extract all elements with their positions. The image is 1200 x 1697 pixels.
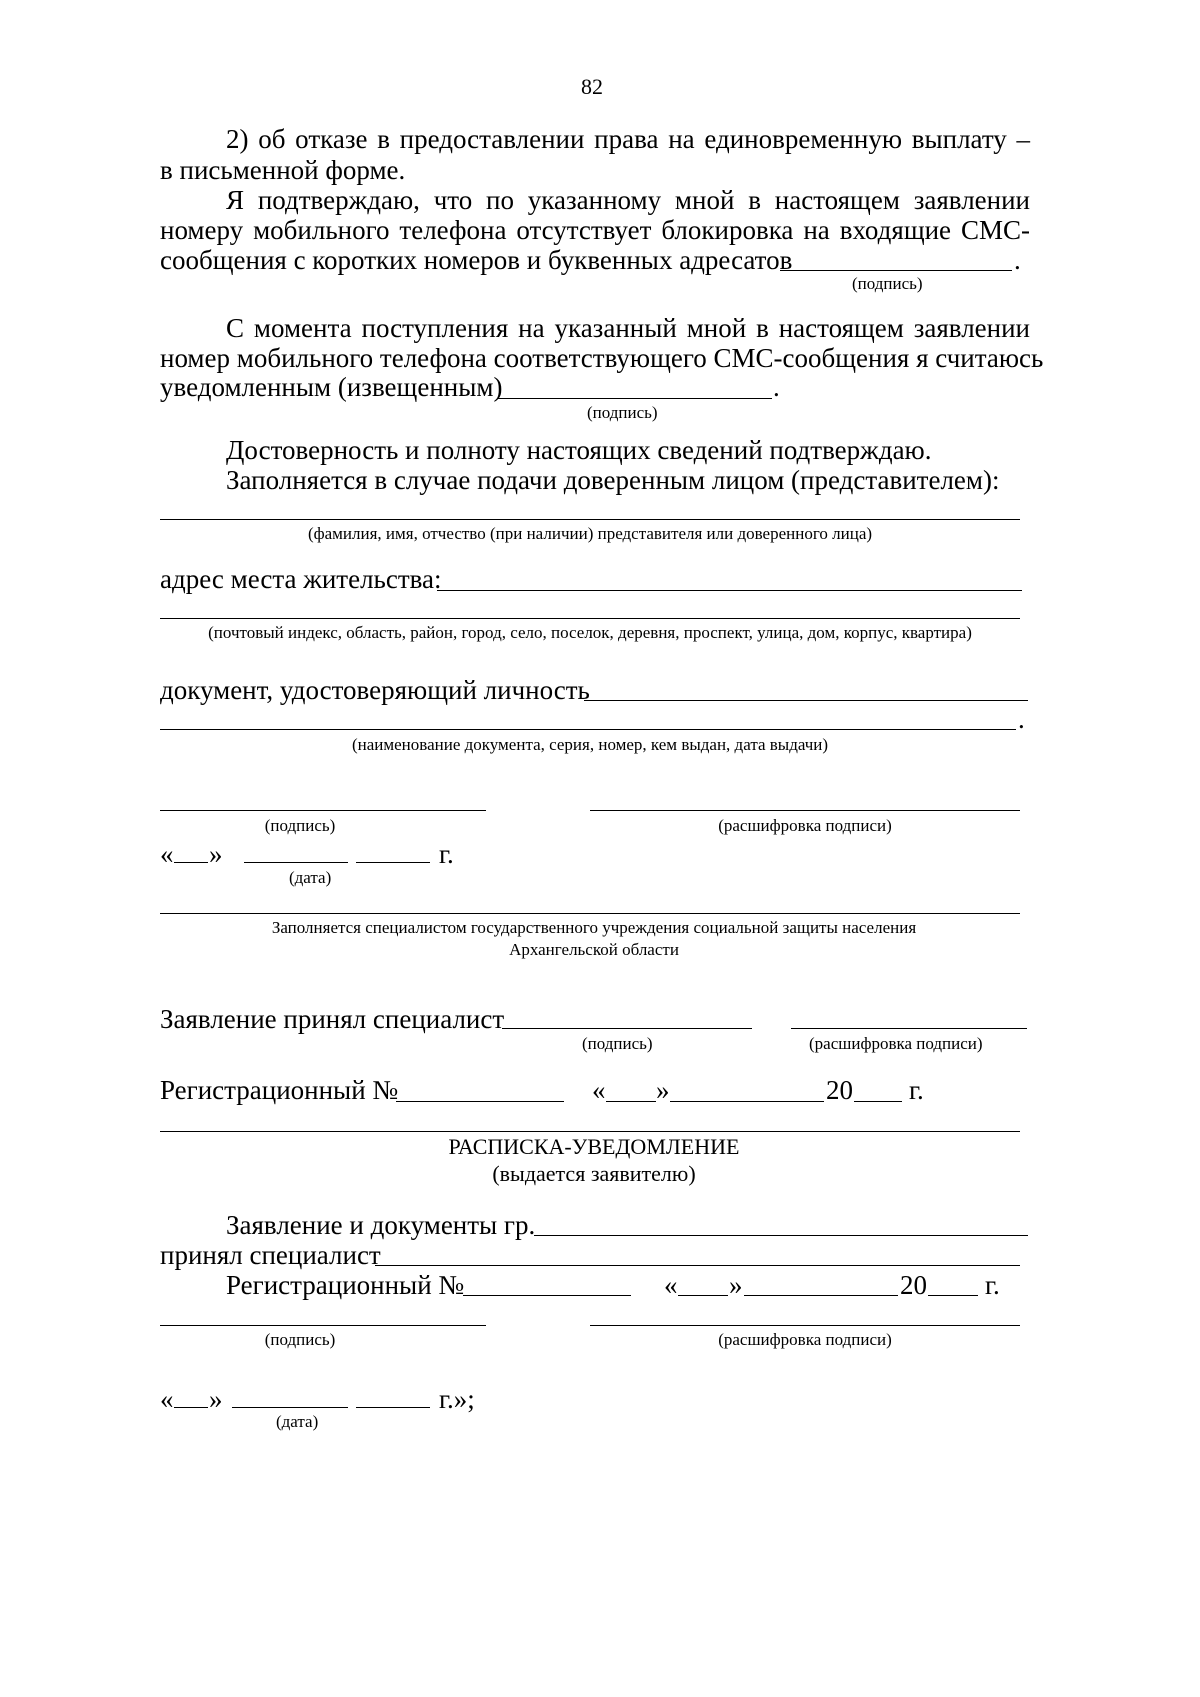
representative-signature-caption: (подпись) [264,816,336,835]
confirm-text: Достоверность и полноту настоящих сведений подтверждаю. [226,435,932,465]
specialist-day-line[interactable] [606,1101,656,1102]
rep-date-month-line[interactable] [244,862,348,863]
page-number: 82 [581,74,603,99]
receipt-reg-label: Регистрационный № [226,1270,465,1300]
para1-line1: 2) об отказе в предоставлении права на единовременную выплату – [226,124,1030,154]
address-label: адрес места жительства: [160,564,442,594]
specialist-accepted-label: Заявление принял специалист [160,1004,505,1034]
receipt-date-quote-close: » [209,1384,223,1414]
receipt-date-suffix: г.»; [439,1384,475,1414]
receipt-date-quote-open: « [160,1384,174,1414]
specialist-separator [160,913,1020,914]
receipt-accepted-label: принял специалист [160,1240,381,1270]
specialist-year-prefix: 20 [826,1075,853,1105]
receipt-date-day-line[interactable] [174,1407,208,1408]
para1-line2: в письменной форме. [160,155,406,185]
rep-date-year-line[interactable] [356,862,430,863]
rep-date-year-suffix: г. [439,839,454,869]
para2-line3: сообщения с коротких номеров и буквенных адресатов [160,245,793,275]
receipt-signature-caption: (подпись) [264,1330,336,1349]
representative-decode-line[interactable] [590,810,1020,811]
receipt-decode-caption: (расшифровка подписи) [718,1330,892,1349]
specialist-reg-number-line[interactable] [396,1101,564,1102]
receipt-docs-label: Заявление и документы гр. [226,1210,536,1240]
address-line-1[interactable] [437,590,1022,591]
para3-signature-line[interactable] [498,398,772,399]
receipt-date-caption: (дата) [276,1412,319,1431]
specialist-quote-open: « [592,1075,606,1105]
para3-line2: номер мобильного телефона соответствующего СМС-сообщения я считаюсь [160,343,1044,373]
para3-line3: уведомленным (извещенным) [160,372,503,402]
specialist-year-suffix: г. [909,1075,924,1105]
rep-date-caption: (дата) [289,868,332,887]
para3-signature-caption: (подпись) [587,403,658,422]
address-caption: (почтовый индекс, область, район, город, село, поселок, деревня, проспект, улица, дом, корпус, квартира) [208,623,972,642]
rep-date-day-line[interactable] [174,862,208,863]
specialist-quote-close: » [656,1075,670,1105]
representative-decode-caption: (расшифровка подписи) [718,816,892,835]
para2-signature-line[interactable] [780,270,1012,271]
specialist-decode-caption: (расшифровка подписи) [809,1034,983,1053]
id-doc-line-1[interactable] [584,700,1028,701]
representative-intro: Заполняется в случае подачи доверенным лицом (представителем): [226,465,1000,495]
specialist-signature-line[interactable] [502,1028,752,1029]
receipt-decode-line[interactable] [590,1325,1020,1326]
receipt-year-suffix: г. [985,1270,1000,1300]
rep-date-quote-open: « [160,839,174,869]
para2-end-dot: . [1014,245,1021,275]
para2-line1: Я подтверждаю, что по указанному мной в настоящем заявлении [226,185,1030,215]
receipt-accepted-line[interactable] [375,1265,1020,1266]
receipt-quote-close: » [729,1270,743,1300]
para3-end-dot: . [773,372,780,402]
id-doc-end-dot: . [1018,704,1025,734]
receipt-date-month-line[interactable] [232,1407,348,1408]
specialist-decode-line[interactable] [791,1028,1027,1029]
receipt-month-line[interactable] [744,1295,898,1296]
specialist-signature-caption: (подпись) [582,1034,653,1053]
receipt-quote-open: « [664,1270,678,1300]
para3-line1: С момента поступления на указанный мной в настоящем заявлении [226,313,1030,343]
receipt-docs-line[interactable] [534,1235,1028,1236]
receipt-date-year-line[interactable] [356,1407,430,1408]
id-doc-caption: (наименование документа, серия, номер, кем выдан, дата выдачи) [351,735,829,754]
receipt-year-prefix: 20 [900,1270,927,1300]
id-doc-line-2[interactable] [160,729,1016,730]
representative-name-caption: (фамилия, имя, отчество (при наличии) представителя или доверенного лица) [307,524,873,543]
specialist-reg-label: Регистрационный № [160,1075,399,1105]
receipt-day-line[interactable] [678,1295,728,1296]
address-line-2[interactable] [160,618,1020,619]
rep-date-quote-close: » [209,839,223,869]
representative-signature-line[interactable] [160,810,486,811]
receipt-separator [160,1131,1020,1132]
specialist-header-line1: Заполняется специалистом государственного учреждения социальной защиты населения [271,918,917,937]
specialist-header-line2: Архангельской области [509,940,679,959]
para2-line2: номеру мобильного телефона отсутствует блокировка на входящие СМС- [160,215,1030,245]
specialist-month-line[interactable] [670,1101,824,1102]
receipt-reg-number-line[interactable] [463,1295,631,1296]
receipt-subtitle: (выдается заявителю) [492,1161,696,1186]
id-doc-label: документ, удостоверяющий личность [160,675,590,705]
representative-name-line[interactable] [160,519,1020,520]
receipt-title: РАСПИСКА-УВЕДОМЛЕНИЕ [448,1134,740,1159]
specialist-year-line[interactable] [854,1101,902,1102]
para2-signature-caption: (подпись) [852,274,923,293]
receipt-signature-line[interactable] [160,1325,486,1326]
receipt-year-line[interactable] [928,1295,978,1296]
